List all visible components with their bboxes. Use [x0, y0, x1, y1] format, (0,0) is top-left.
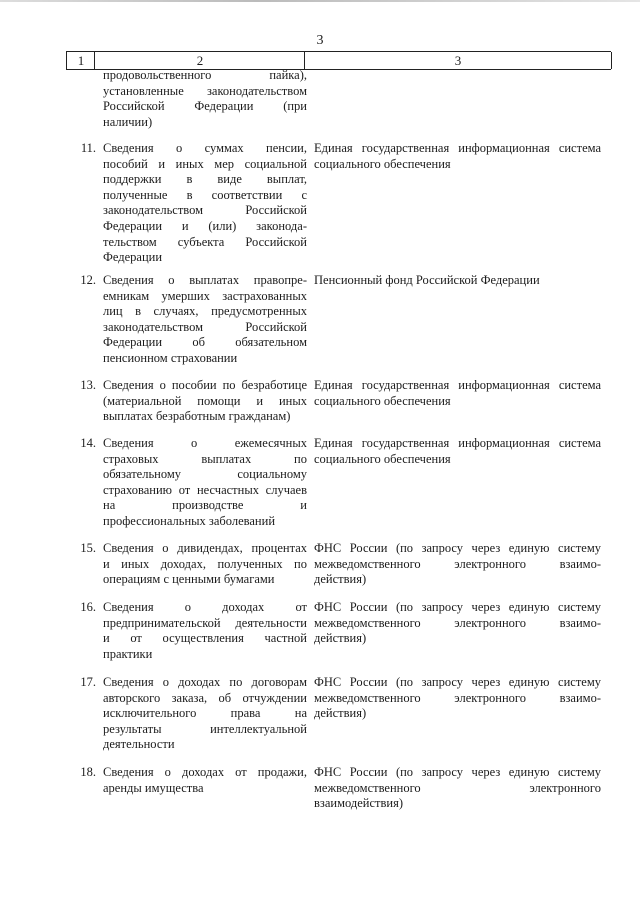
desc-line: Сведения о доходах от	[103, 600, 307, 614]
header-col-3: 3	[304, 52, 612, 69]
desc-line: предпринимательской деятельности	[103, 615, 307, 630]
row-description	[103, 541, 307, 588]
src-line: Единая государственная информационная система	[314, 378, 601, 392]
desc-line: пенсионном страховании	[103, 350, 238, 365]
desc-line: Сведения о выплатах правопре-	[103, 273, 307, 287]
row-number: 16.	[80, 600, 96, 614]
header-col-2: 2	[94, 52, 305, 69]
row-description	[103, 273, 307, 367]
desc-line: Федерации и (или) законода-	[103, 218, 307, 233]
src-line: ФНС России (по запросу через единую систему	[314, 600, 601, 614]
row-description	[103, 675, 307, 753]
page-number: 3	[316, 33, 324, 48]
row-number: 15.	[80, 541, 96, 555]
desc-line: Российской Федерации (при	[103, 99, 307, 114]
desc-line: наличии)	[103, 114, 153, 129]
desc-line: и от осуществления частной	[103, 631, 307, 646]
desc-line: тельством субъекта Российской	[103, 234, 307, 249]
src-line: межведомственного электронного взаимо-	[314, 690, 601, 705]
src-line: ФНС России (по запросу через единую систему	[314, 541, 601, 555]
desc-line: операциям с ценными бумагами	[103, 572, 275, 587]
desc-line: поддержки в виде выплат,	[103, 172, 307, 187]
desc-line: пособий и иных мер социальной	[103, 156, 307, 171]
desc-line: лиц в случаях, предусмотренных	[103, 304, 307, 319]
desc-line: выплатах безработным гражданам)	[103, 409, 291, 424]
desc-line: результаты интеллектуальной	[103, 721, 307, 736]
desc-line: обязательному социальному	[103, 467, 307, 482]
desc-line: и иных доходах, полученных по	[103, 556, 307, 571]
src-line: социального обеспечения	[314, 156, 451, 171]
desc-line: установленные законодательством	[103, 83, 307, 98]
desc-line: аренды имущества	[103, 780, 204, 795]
row-source	[314, 436, 601, 467]
row-source	[314, 675, 601, 722]
row-number: 17.	[80, 675, 96, 689]
src-line: взаимодействия)	[314, 796, 403, 811]
desc-line: законодательством Российской	[103, 319, 307, 334]
row-number: 11.	[80, 141, 96, 155]
desc-line: страхованию от несчастных случаев	[103, 482, 307, 497]
desc-line: профессиональных заболеваний	[103, 513, 276, 528]
src-line: социального обеспечения	[314, 393, 451, 408]
src-line: действия)	[314, 572, 367, 587]
desc-line: страховых выплатах по	[103, 451, 307, 466]
desc-line: Сведения о доходах по договорам	[103, 675, 307, 689]
scan-edge	[0, 0, 640, 2]
src-line: действия)	[314, 631, 367, 646]
desc-line: Сведения о пособии по безработице	[103, 378, 307, 392]
desc-line: Федерации об обязательном	[103, 335, 307, 350]
src-line: Единая государственная информационная система	[314, 141, 601, 155]
src-line: Пенсионный фонд Российской Федерации	[314, 273, 540, 287]
row-description	[103, 765, 307, 796]
src-line: ФНС России (по запросу через единую систему	[314, 675, 601, 689]
desc-line: полученные в соответствии с	[103, 187, 307, 202]
row-number: 18.	[80, 765, 96, 779]
row-number: 14.	[80, 436, 96, 450]
src-line: Единая государственная информационная система	[314, 436, 601, 450]
row-source	[314, 600, 601, 647]
desc-line: на производстве и	[103, 498, 307, 513]
row-description	[103, 378, 307, 425]
row-description	[103, 68, 307, 130]
row-description	[103, 436, 307, 530]
row-number: 12.	[80, 273, 96, 287]
row-description	[103, 141, 307, 266]
row-source	[314, 541, 601, 588]
src-line: социального обеспечения	[314, 451, 451, 466]
src-line: межведомственного электронного взаимо-	[314, 615, 601, 630]
desc-line: Сведения о суммах пенсии,	[103, 141, 307, 155]
desc-line: Сведения о доходах от продажи,	[103, 765, 307, 779]
desc-line: практики	[103, 646, 153, 661]
desc-line: (материальной помощи и иных	[103, 393, 307, 408]
row-source	[314, 141, 601, 172]
src-line: межведомственного электронного взаимо-	[314, 556, 601, 571]
header-col-1: 1	[66, 52, 95, 69]
src-line: действия)	[314, 706, 367, 721]
desc-line: деятельности	[103, 737, 175, 752]
desc-line: законодательством Российской	[103, 203, 307, 218]
desc-line: емникам умерших застрахованных	[103, 288, 307, 303]
src-line: ФНС России (по запросу через единую систему	[314, 765, 601, 779]
desc-line: исключительного права на	[103, 706, 307, 721]
desc-line: Федерации	[103, 250, 163, 265]
desc-line: авторского заказа, об отчуждении	[103, 690, 307, 705]
row-number: 13.	[80, 378, 96, 392]
src-line: межведомственного электронного	[314, 780, 601, 795]
desc-line: Сведения о ежемесячных	[103, 436, 307, 450]
row-source	[314, 378, 601, 409]
desc-line: продовольственного пайка),	[103, 68, 307, 82]
row-source	[314, 765, 601, 812]
row-description	[103, 600, 307, 662]
row-source	[314, 273, 601, 289]
desc-line: Сведения о дивидендах, процентах	[103, 541, 307, 555]
